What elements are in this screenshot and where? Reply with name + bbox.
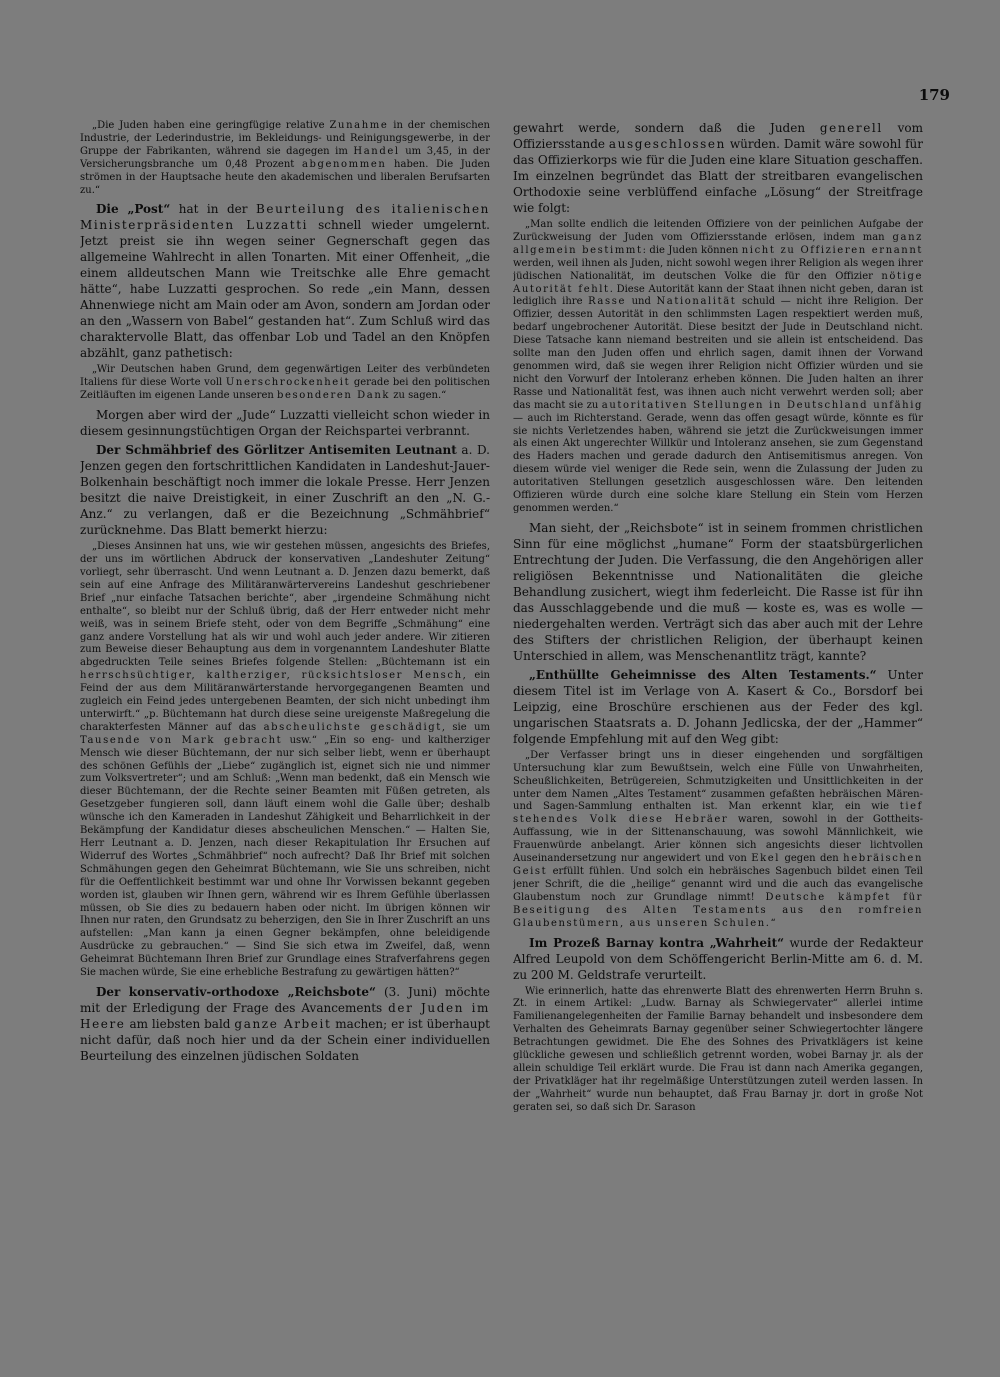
text-run: , ein Feind der aus dem Militäranwärterstande hervorgegangenen Beamten und zugleich ein Feind jedes untergebenen Beamten, der sich nicht unbedingt ihm unterwirft.“ „p. Büchtemann hat durch diese seine ureigenste Maßregelung die charakterfesten Männer auf das: [80, 670, 490, 733]
emphasized-text: ausgeschlossen: [608, 137, 726, 151]
emphasized-text: nicht zu Offizieren ernannt: [741, 244, 923, 256]
left-column: [80, 120, 490, 1300]
text-run: Man sieht, der „Reichsbote“ ist in seinem frommen christlichen Sinn für eine möglichst „humane“ Form der staatsbürgerlichen Entrechtung der Juden. Die Verfassung, die den Angehörigen aller religiösen Bekenntnisse und Nationalitäten die gleiche Behandlung zusichert, wiegt ihm federleicht. Die Rasse ist für ihn das Ausschlaggebende und die muß — koste es, was es wolle — niedergehalten werden. Verträgt sich das aber auch mit der Lehre des Stifters der christlichen Religion, der überhaupt keinen Unterschied in allem, was Menschenantlitz trägt, kannte?: [513, 520, 923, 663]
emphasized-text: nötige Autorität fehlt: [513, 270, 923, 295]
emphasized-text: Zunahme: [329, 120, 389, 131]
emphasized-text: Tausende von Mark gebracht: [80, 734, 283, 746]
text-run: Morgen aber wird der „Jude“ Luzzatti vielleicht schon wieder in diesem gesinnungstüchtigen Organ der Reichspartei verbrannt.: [80, 408, 490, 439]
text-run: erfüllt fühlen. Und solch ein hebräisches Sagenbuch bildet einen Teil jener Schrift, die die „heilige“ genannt wird und die auch das evangelische Glaubenstum noch zur Grundlage nimmt!: [513, 866, 923, 903]
body-paragraph: [80, 201, 490, 361]
text-run: “: [770, 917, 776, 929]
text-run: werden, weil ihnen als Juden, nicht sowohl wegen ihrer Religion als wegen ihrer jüdischen Nationalität, im deutschen Volke die für den Offizier: [513, 257, 923, 282]
body-paragraph: [513, 667, 923, 747]
text-run: haben. Die Juden strömen in der Hauptsache heute den akademischen und liberalen Berufsarten zu.“: [80, 158, 490, 196]
article-lead: „Enthüllte Geheimnisse des Alten Testaments.“: [529, 667, 877, 682]
right-column: [513, 120, 923, 1300]
emphasized-text: der Juden im Heere: [80, 1000, 490, 1031]
emphasized-text: ganz allgemein bestimmt: [513, 231, 923, 256]
text-run: a. D. Jenzen gegen den fortschrittlichen Kandidaten in Landeshut-Jauer-Bolkenhain beschäftigt noch immer die lokale Presse. Herr Jenzen besitzt die naive Dreistigkeit, in einer Zuschrift an den „N. G.-Anz.“ zu verlangen, daß er die Bezeichnung „Schmähbrief“ zurücknehme. Das Blatt bemerkt hierzu:: [80, 443, 490, 538]
text-run: gegen den: [780, 853, 844, 865]
text-run: machen; er ist überhaupt nicht dafür, daß noch hier und da der Schein einer individuellen Beurteilung des einzelnen jüdischen Soldaten: [80, 1016, 490, 1063]
text-run: Wie erinnerlich, hatte das ehrenwerte Blatt des ehrenwerten Herrn Bruhn s. Zt. in einem Artikel: „Ludw. Barnay als Schwiegervater“ allerlei intime Familienangelegenheiten der Familie Barnay behandelt und insbesondere dem Verhalten des Geheimrats Barnay gegenüber seiner Schwiegertochter längere Betrachtungen gewidmet. Die Ehe des Sohnes des Privatklägers ist keine glückliche gewesen und schließlich getrennt worden, wobei Barnay jr. als der allein schuldige Teil erklärt wurde. Die Frau ist dann nach Amerika gegangen, der Privatkläger hat ihr regelmäßige Unterstützungen zuteil werden lassen. In der „Wahrheit“ wurde nun behauptet, daß Frau Barnay jr. dort in große Not geraten sei, so daß sich Dr. Sarason: [513, 985, 923, 1113]
emphasized-text: abscheulichste geschädigt: [263, 721, 442, 733]
quoted-paragraph: [513, 750, 923, 931]
text-run: gerade bei den politischen Zeitläuften im eigenen Lande unseren: [80, 377, 490, 402]
quoted-paragraph: [513, 986, 923, 1115]
article-lead: Die „Post“: [96, 202, 171, 217]
body-paragraph: [80, 407, 490, 439]
body-paragraph: [513, 520, 923, 664]
emphasized-text: autoritativen Stellungen in Deutschland unfähig: [601, 399, 923, 411]
text-run: wurde der Redakteur Alfred Leupold von dem Schöffengericht Berlin-Mitte am 6. d. M. zu 200 M. Geldstrafe verurteilt.: [513, 935, 923, 982]
emphasized-text: besonderen Dank: [277, 390, 391, 402]
emphasized-text: Handel: [353, 145, 400, 157]
text-run: würden. Damit wäre sowohl für das Offizierkorps wie für die Juden eine klare Situation geschaffen. Im einzelnen begründet das Blatt der streitbaren evangelischen Orthodoxie seine verblüffend einfache „Lösung“ der Streitfrage wie folgt:: [513, 137, 923, 215]
emphasized-text: Beurteilung des italienischen Ministerpräsidenten Luzzatti: [80, 202, 490, 233]
text-run: (3. Juni) möchte mit der Erledigung der Frage des Avancements: [80, 984, 490, 1015]
emphasized-text: Ekel: [751, 853, 781, 865]
article-lead: Der Schmähbrief des Görlitzer Antisemiten Leutnant: [96, 443, 457, 458]
emphasized-text: Rasse: [588, 296, 626, 308]
text-run: „Man sollte endlich die leitenden Offiziere von der peinlichen Aufgabe der Zurückweisung der Juden vom Offiziersstande erlösen, indem man: [513, 219, 923, 243]
text-run: „Die Juden haben eine geringfügige relative: [92, 120, 330, 131]
text-run: schnell wieder umgelernt. Jetzt preist sie ihn wegen seiner Gegnerschaft gegen das allgemeine Wahlrecht in allen Tonarten. Mit einer Offenheit, „die einem alldeutschen Mann wie Treitschke alle Ehre gemacht hätte“, habe Luzzatti gesprochen. So rede „ein Mann, dessen Ahnenwiege nicht am Main oder am Avon, sondern am Jordan oder an den „Wassern von Babel“ gestanden hat“. Zum Schluß wird das charaktervolle Blatt, das offenbar Lob und Tadel an den Knöpfen abzählt, ganz pathetisch:: [80, 218, 490, 361]
text-run: usw.“ „Ein so eng- und kaltherziger Mensch wie dieser Büchtemann, der nur sich selber liebt, wenn er überhaupt des schönen Gefühls der „Liebe“ zugänglich ist, eignet sich nie und nimmer zum Volksvertreter“; und am Schluß: „Wenn man bedenkt, daß ein Mensch wie dieser Büchtemann, der die Rechte seiner Beamten mit Füßen getreten, als Gesetzgeber fungieren soll, dann läuft einem wohl die Galle über; deshalb wünsche ich den Kameraden in Landeshut Zähigkeit und Beharrlichkeit in der Bekämpfung der Kandidatur dieses abscheulichen Menschen.“ — Halten Sie, Herr Leutnant a. D. Jenzen, nach dieser Rekapitulation Ihr Ersuchen auf Widerruf des Wortes „Schmähbrief“ noch aufrecht? Daß Ihr Brief mit solchen Schmähungen gegen den Geheimrat Büchtemann, wie Sie uns schreiben, nicht für die Oeffentlichkeit bestimmt war und ohne Ihr Vorwissen bekannt gegeben worden ist, glauben wir Ihnen gern, während wir es Ihrem Gefühle überlassen müssen, ob Sie dies zu bedauern haben oder nicht. Im übrigen können wir Ihnen nur raten, den Grundsatz zu beherzigen, den Sie in Ihrer Zuschrift an uns aufstellen: „Man kann ja einen Gegner bekämpfen, ohne beleidigende Ausdrücke zu gebrauchen.“ — Sind Sie sich etwa im Zweifel, daß, wenn Geheimrat Büchtemann Ihren Brief zur Grundlage eines Strafverfahrens gegen Sie machen würde, Sie eine erhebliche Bestrafung zu gewärtigen hätten?“: [80, 734, 490, 979]
text-run: waren, sowohl in der Gottheits-Auffassung, wie in der Sittenanschauung, was sowohl Männlichkeit, wie Frauenwürde anbelangt. Arier können sich angesichts dieser lichtvollen Auseinandersetzung nur angewidert und von: [513, 814, 923, 865]
body-paragraph: [513, 120, 923, 216]
article-lead: Der konservativ-orthodoxe „Reichsbote“: [96, 984, 376, 999]
emphasized-text: generell: [819, 121, 883, 135]
body-paragraph: [80, 984, 490, 1064]
quoted-paragraph: [513, 219, 923, 516]
text-run: . Diese Autorität kann der Staat ihnen nicht geben, daran ist lediglich ihre: [513, 283, 923, 308]
emphasized-text: ganze Arbeit: [234, 1016, 332, 1031]
page-number: 179: [918, 86, 950, 104]
quoted-paragraph: [80, 364, 490, 403]
text-run: in der chemischen Industrie, der Lederindustrie, im Bekleidungs- und Reinigungsgewerbe, in der Gruppe der Fabrikanten, während sie dagegen im: [80, 120, 490, 157]
emphasized-text: herrschsüchtiger, kaltherziger, rücksichtsloser Mensch: [80, 670, 463, 682]
text-run: hat in der: [170, 202, 256, 217]
article-lead: Im Prozeß Barnay kontra „Wahrheit“: [529, 935, 785, 950]
text-run: und: [625, 296, 657, 308]
text-run: vom Offiziersstande: [513, 121, 923, 151]
text-run: um 3,45, in der Versicherungsbranche um 0,48 Prozent: [80, 145, 490, 170]
emphasized-text: abgenommen: [301, 158, 387, 170]
quoted-paragraph: [80, 541, 490, 980]
text-run: gewahrt werde, sondern daß die Juden: [513, 121, 820, 135]
text-run: , sie um: [441, 721, 490, 733]
text-run: „Wir Deutschen haben Grund, dem gegenwärtigen Leiter des verbündeten Italiens für diese Worte voll: [80, 364, 490, 389]
text-run: „Der Verfasser bringt uns in dieser eingehenden und sorgfältigen Untersuchung klar zum Bewußtsein, welch eine Fülle von Unwahrheiten, Scheußlichkeiten, Betrügereien, Schmutzigkeiten und Unsittlichkeiten in der unter dem Namen „Altes Testament“ zusammen gefaßten hebräischen Mären- und Sagen-Sammlung enthalten ist. Man erkennt klar, ein wie: [513, 749, 923, 813]
text-run: am liebsten bald: [125, 1016, 235, 1031]
text-run: : die Juden können: [642, 244, 742, 256]
emphasized-text: Nationalität: [656, 296, 737, 308]
text-run: schuld — nicht ihre Religion. Der Offizier, dessen Autorität in den schlimmsten Lagen respektiert werden muß, bedarf ungebrochener Autorität. Diese besitzt der Jude in Deutschland nicht. Diese Tatsache kann niemand bestreiten und sie allein ist entscheidend. Das sollte man den Juden offen und ehrlich sagen, damit ihnen der Vorwand genommen wird, daß sie wegen ihrer Religion nicht Offizier würden und sie nicht den Vorwurf der Intoleranz erheben können. Die Juden halten an ihrer Rasse und Nationalität fest, was ihnen auch nicht verwehrt werden soll; aber das macht sie zu: [513, 296, 923, 411]
emphasized-text: tief stehendes Volk diese Hebräer: [513, 801, 923, 826]
emphasized-text: Unerschrockenheit: [225, 377, 351, 389]
quoted-paragraph: [80, 120, 490, 197]
text-run: — auch im Richterstand. Gerade, wenn das offen gesagt würde, könnte es für sie nichts Verletzendes haben, während sie jetzt die Zurückweisungen immer als einen Akt ungerechter Willkür und Intoleranz ansehen, sie zum Gegenstand des Haders machen und gerade dadurch den Antisemitismus anregen. Von diesem würde viel weniger die Rede sein, wenn die Zulassung der Juden zu autoritativen Stellungen gesetzlich ausgeschlossen wäre. Den leitenden Offizieren würde durch eine solche klare Stellung ein Stein vom Herzen genommen werden.“: [513, 412, 923, 514]
text-run: zu sagen.“: [390, 390, 447, 402]
body-paragraph: [513, 935, 923, 983]
text-run: Unter diesem Titel ist im Verlage von A. Kasert & Co., Borsdorf bei Leipzig, eine Broschüre erschienen aus der Feder des kgl. ungarischen Staatsrats a. D. Johann Jedlicska, der der „Hammer“ folgende Empfehlung mit auf den Weg gibt:: [513, 667, 923, 746]
text-run: „Dieses Ansinnen hat uns, wie wir gestehen müssen, angesichts des Briefes, der uns im wörtlichen Abdruck der konservativen „Landeshuter Zeitung“ vorliegt, sehr überrascht. Und wenn Leutnant a. D. Jenzen dazu bemerkt, daß sein auf eine Anfrage des Militäranwärtervereins Landeshut geschriebener Brief „nur einfache Tatsachen berichte“, aber „irgendeine Schmähung nicht enthalte“, so bleibt nur der Schluß übrig, daß der Herr entweder nicht mehr weiß, was in seinem Briefe steht, oder von dem Begriffe „Schmähung“ eine ganz andere Vorstellung hat als wir und wohl auch jeder andere. Wir zitieren zum Beweise dieser Behauptung aus dem in vorgenanntem Landeshuter Blatte abgedruckten Teile seines Briefes folgende Stellen: „Büchtemann ist ein: [80, 541, 490, 669]
emphasized-text: hebräischen Geist: [513, 853, 923, 877]
body-paragraph: [80, 442, 490, 538]
emphasized-text: Deutsche kämpfet für Beseitigung des Alten Testaments aus den romfreien Glaubenstümern, aus unseren Schulen.: [513, 891, 923, 929]
